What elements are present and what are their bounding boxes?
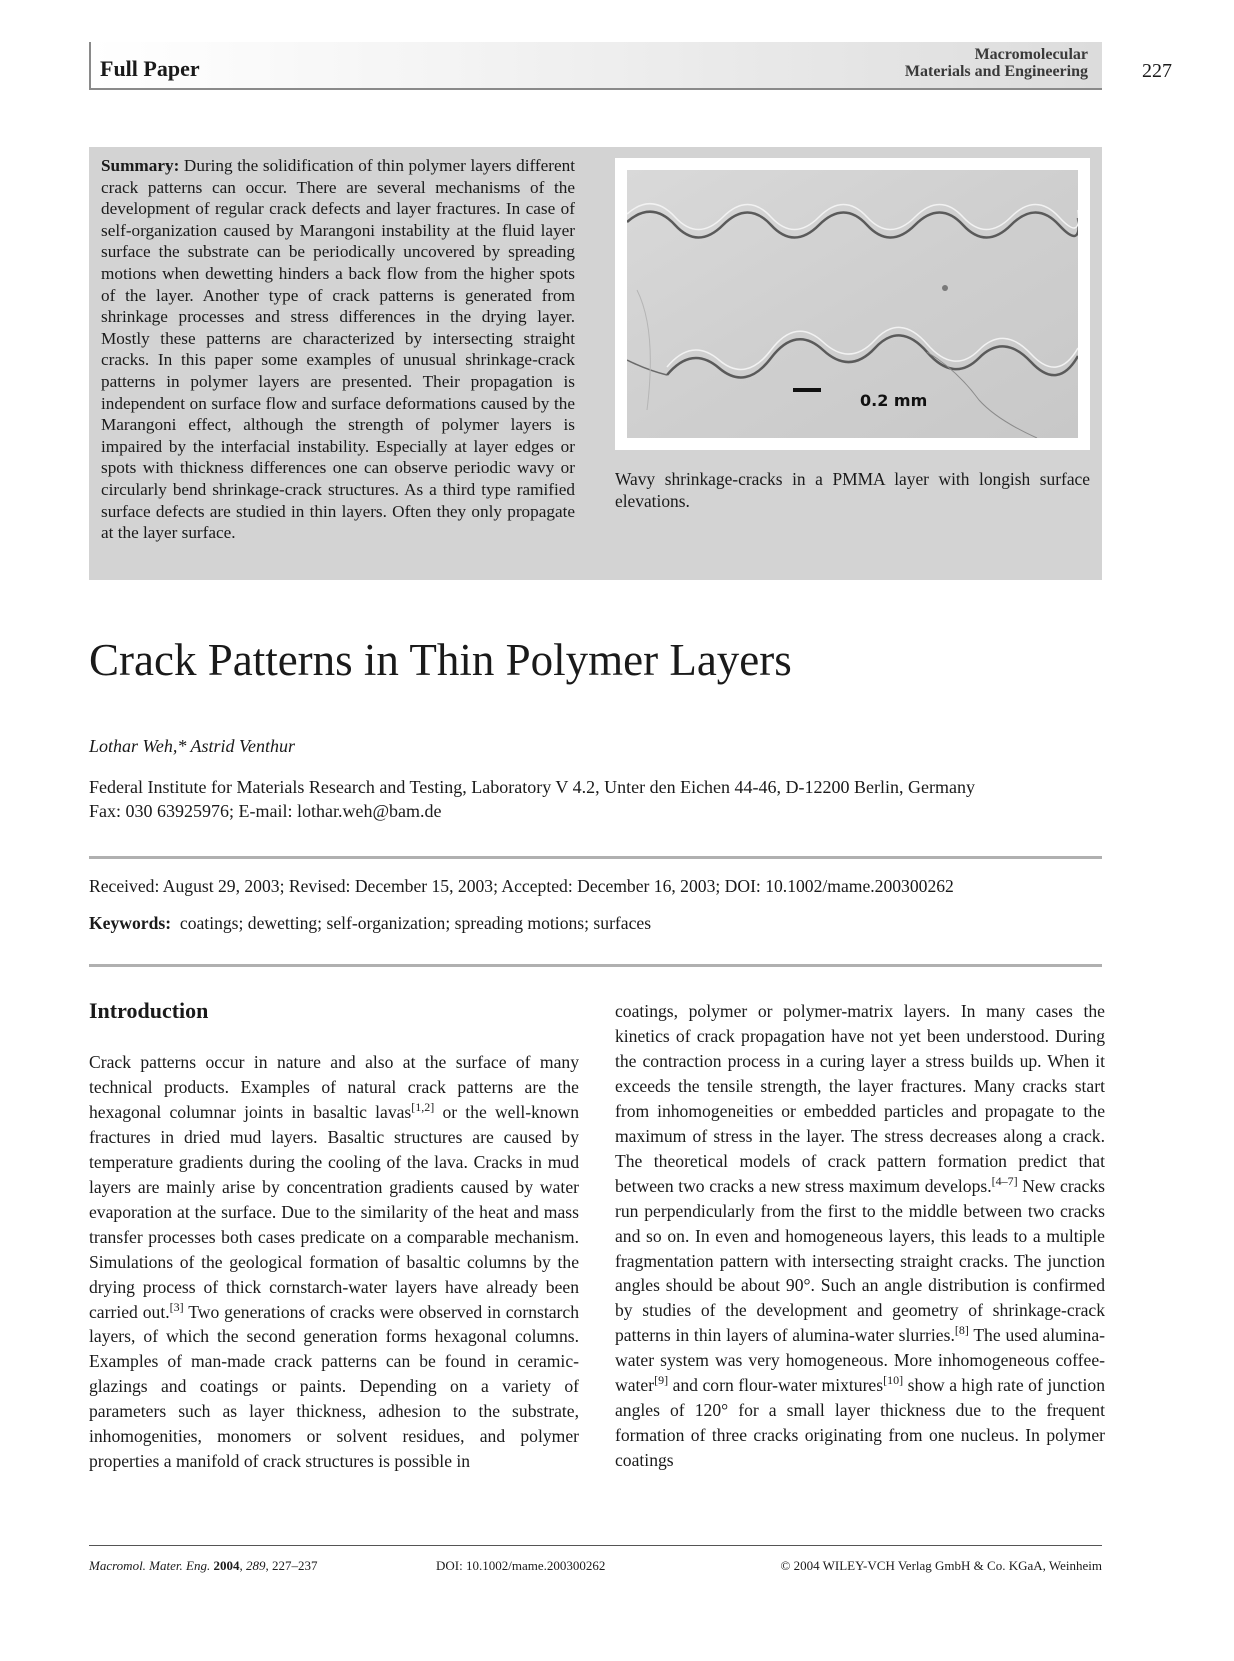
footer-year: 2004: [213, 1558, 240, 1573]
summary-body: During the solidification of thin polymer layers different crack patterns can occur. There are several mechanisms of the development of regular crack defects and layer fractures. In case of self-organization caused by Marangoni instability at the fluid layer surface the substrate can be periodically uncovered by spreading motions when dewetting hinders a back flow from the higher spots of the layer. Another type of crack patterns is generated from shrinkage processes and stress differences in the drying layer. Mostly these patterns are characterized by intersecting straight cracks. In this paper some examples of unusual shrinkage-crack patterns in polymer layers are presented. Their propagation is independent on surface flow and surface deformations caused by the Marangoni effect, although the strength of polymer layers is impaired by the interfacial instability. Especially at layer edges or spots with thickness differences one can observe periodic wavy or circularly bend shrinkage-crack structures. As a third type ramified surface defects are studied in thin layers. Often they only propagate at the layer surface.: [101, 156, 575, 543]
text-run: Two generations of cracks were observed in cornstarch layers, of which the second generation forms hexagonal columns. Examples of man-made crack patterns can be found in ceramic-glazings and coatings or paints. Depending on a variety of parameters such as layer thickness, adhesion to the substrate, inhomogenities, monomers or solvent residues, and polymer properties a manifold of crack structures is possible in: [89, 1301, 579, 1472]
received-dates: Received: August 29, 2003; Revised: December 15, 2003; Accepted: December 16, 2003; DOI: 10.1002/mame.200300262: [89, 876, 954, 896]
text-run: coatings, polymer or polymer-matrix layers. In many cases the kinetics of crack propagation have not yet been understood. During the contraction process in a curing layer a stress builds up. When it exceeds the tensile strength, the layer fractures. Many cracks start from inhomogeneities or embedded particles and propagate to the maximum of stress in the layer. The stress decreases along a crack. The theoretical models of crack pattern formation predict that between two cracks a new stress maximum develops.: [615, 1001, 1105, 1196]
paragraph: [89, 1050, 579, 1474]
text-run: or the well-known fractures in dried mud layers. Basaltic structures are caused by temperature gradients during the cooling of the lava. Cracks in mud layers are mainly arise by concentration gradients caused by water evaporation at the surface. Due to the similarity of the heat and mass transfer processes both cases predicate on a comparable mechanism. Simulations of the geological formation of basaltic columns by the drying process of thick cornstarch-water layers have already been carried out.: [89, 1101, 579, 1322]
summary-text: [101, 155, 575, 544]
summary-box: [89, 147, 1102, 580]
page-number: 227: [1142, 60, 1172, 82]
citation: [9]: [654, 1373, 669, 1388]
figure-frame: [615, 158, 1090, 450]
body-column-left: [89, 1050, 579, 1474]
journal-name-line1: Macromolecular: [974, 46, 1088, 63]
figure-caption: Wavy shrinkage-cracks in a PMMA layer with longish surface elevations.: [615, 469, 1090, 511]
affiliation-block: [89, 775, 975, 823]
crack-micrograph: [627, 170, 1078, 438]
citation: [3]: [169, 1299, 184, 1314]
footer-journal: Macromol. Mater. Eng.: [89, 1558, 211, 1573]
footer-rule: [89, 1545, 1102, 1546]
text-run: New cracks run perpendicularly from the first to the middle between two cracks and so on. In even and homogeneous layers, this leads to a multiple fragmentation pattern with intersecting straight cracks. The junction angles should be about 90°. Such an angle distribution is confirmed by studies of the development and geometry of shrinkage-crack patterns in thin layers of alumina-water slurries.: [615, 1175, 1105, 1346]
keywords-label: Keywords:: [89, 913, 172, 933]
citation: [8]: [954, 1323, 969, 1338]
citation: [1,2]: [411, 1100, 435, 1115]
keywords-list: coatings; dewetting; self-organization; spreading motions; surfaces: [179, 913, 652, 933]
keywords: [89, 913, 651, 934]
footer-pages: , 227–237: [265, 1558, 318, 1573]
summary-lead: Summary:: [101, 156, 180, 175]
body-column-right: [615, 999, 1105, 1473]
figure-scale-label: 0.2 mm: [860, 391, 928, 410]
journal-name: [905, 46, 1088, 80]
contact-info: Fax: 030 63925976; E-mail: lothar.weh@bam.de: [89, 801, 442, 821]
section-heading: Introduction: [89, 998, 209, 1023]
text-run: and corn flour-water mixtures: [668, 1375, 884, 1396]
divider-bottom: [89, 964, 1102, 967]
section-label: Full Paper: [100, 56, 200, 81]
citation: [10]: [883, 1373, 904, 1388]
running-header: [89, 42, 1102, 90]
authors: Lothar Weh,* Astrid Venthur: [89, 736, 296, 756]
text-run: The used alumina-water system was very homogeneous. More inhomogeneous coffee-water: [615, 1325, 1105, 1396]
footer-doi: DOI: 10.1002/mame.200300262: [436, 1558, 606, 1573]
journal-name-line2: Materials and Engineering: [904, 63, 1088, 80]
paragraph: [615, 999, 1105, 1473]
divider-top: [89, 856, 1102, 859]
footer-citation: Macromol. Mater. Eng. 2004, 289, 227–237: [89, 1558, 318, 1573]
article-title: Crack Patterns in Thin Polymer Layers: [89, 635, 792, 685]
affiliation: Federal Institute for Materials Research and Testing, Laboratory V 4.2, Unter den Eichen 44-46, D-12200 Berlin, Germany: [89, 777, 975, 797]
footer-copyright: © 2004 WILEY-VCH Verlag GmbH & Co. KGaA, Weinheim: [780, 1558, 1102, 1573]
text-run: show a high rate of junction angles of 120° for a small layer thickness due to the frequent formation of three cracks originating from one nucleus. In polymer coatings: [615, 1375, 1105, 1471]
citation: [4–7]: [991, 1173, 1018, 1188]
text-run: Crack patterns occur in nature and also at the surface of many technical products. Examples of natural crack patterns are the hexagonal columnar joints in basaltic lavas: [89, 1052, 579, 1122]
footer-volume: 289: [245, 1558, 266, 1573]
